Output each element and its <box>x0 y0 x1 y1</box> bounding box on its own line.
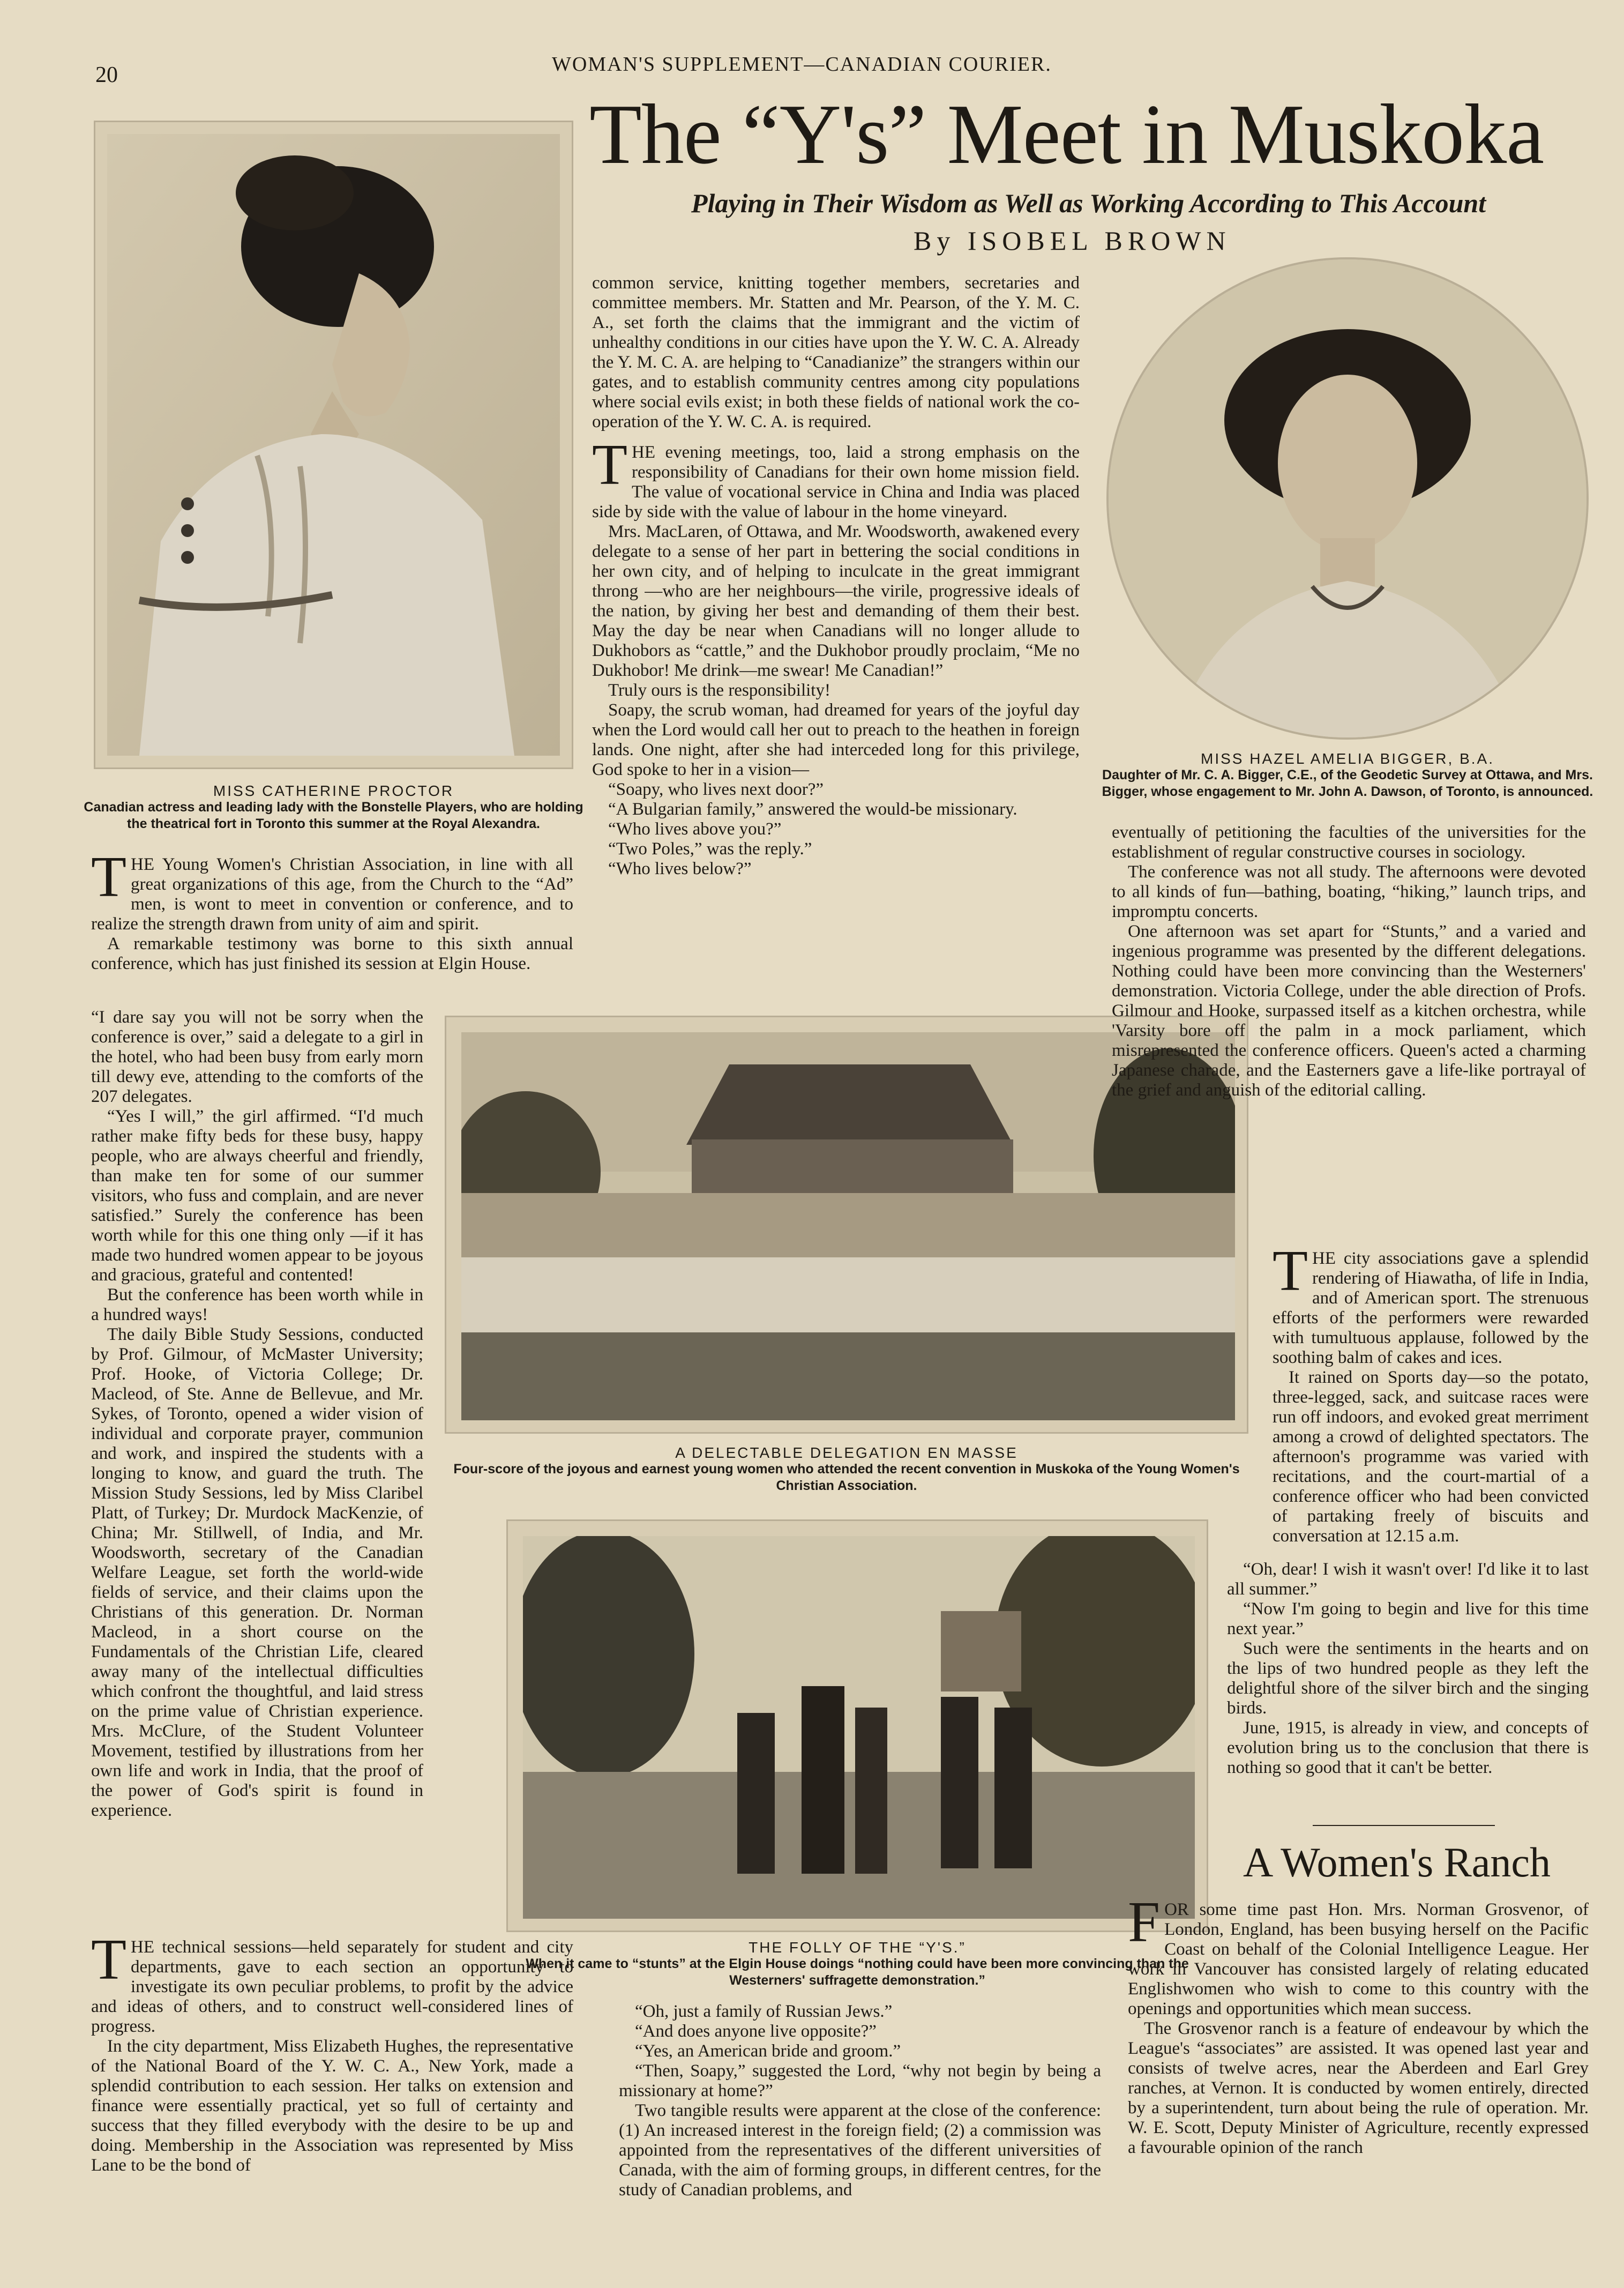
caption-folly-text: When it came to “stunts” at the Elgin House doings “nothing could have been more convincing than the Westerners' suffragette demonstration.” <box>526 1956 1189 1988</box>
paragraph: “Soapy, who lives next door?” <box>608 780 824 799</box>
paragraph: The daily Bible Study Sessions, conducted by Prof. Gilmour, of McMaster University; Prof. Hooke, of Victoria College; Dr. Macleod, of Ste. Anne de Bellevue, and Mr. Sykes, of Toronto, opened a wider vision of individual and corporate prayer, communion and work, and inspired the students with a longing to know, and guard the truth. The Mission Study Sessions, led by Miss Claribel Platt, of Turkey; Dr. Murdock MacKenzie, of China; Mr. Stillwell, of India, and Mr. Woodsworth, secretary of the Canadian Welfare League, set forth the world-wide fields of service, and their claims upon the Christians of this generation. Dr. Norman Macleod, in a short course on the Fundamentals of the Christian Life, cleared away many of the intellectual difficulties which confront the thoughtful, and laid stress on the prime value of Christian experience. Mrs. McClure, of the Student Volunteer Movement, testified by illustrations from her own life and work in India, that the proof of the power of God's spirit is found in experience. <box>91 1325 423 1820</box>
page-number: 20 <box>95 63 118 87</box>
photo-catherine-proctor <box>94 121 573 769</box>
caption-bigger <box>1098 750 1597 800</box>
column-3-narrow <box>1273 1239 1589 1546</box>
paragraph: HE Young Women's Christian Association, in line with all great organizations of this age, from the Church to the “Ad” men, is wont to meet in convention or conference, and to realize the strength drawn from unity of aim and spirit. <box>91 855 573 934</box>
paragraph: “A Bulgarian family,” answered the would-be missionary. <box>608 800 1017 819</box>
caption-delegation <box>445 1444 1248 1494</box>
paragraph: Mrs. MacLaren, of Ottawa, and Mr. Woodsworth, awakened every delegate to a sense of her part in bettering the social conditions in her own city, and of helping to inculcate in the great immigrant throng —who are her neighbours—the virile, progressive ideals of the nation, by giving her best and demanding of them their best. May the day be near when Canadians will no longer allude to Dukhobors as “cattle,” and the Dukhobor proudly proclaim, “Me no Dukhobor! Me drink—me swear! Me Canadian!” <box>592 522 1080 680</box>
caption-proctor-heading: MISS CATHERINE PROCTOR <box>213 782 454 799</box>
section-divider <box>1313 1825 1495 1826</box>
paragraph: “I dare say you will not be sorry when the conference is over,” said a delegate to a girl in the hotel, who had been busy from early morn till dewy eve, attending to the comforts of the 207 delegates. <box>91 1008 423 1106</box>
paragraph: The conference was not all study. The afternoons were devoted to all kinds of fun—bathing, boating, “hiking,” launch trips, and impromptu concerts. <box>1112 862 1586 921</box>
paragraph: “Who lives below?” <box>608 859 752 878</box>
paragraph: Such were the sentiments in the hearts and on the lips of two hundred people as they left the delightful shore of the silver birch and the singing birds. <box>1227 1639 1589 1718</box>
portrait-image <box>1109 259 1586 737</box>
caption-proctor <box>80 782 587 832</box>
paragraph: “Who lives above you?” <box>608 819 782 839</box>
paragraph: HE technical sessions—held separately for student and city departments, gave to each section an opportunity to investigate its own peculiar problems, to profit by the advice and ideas of others, and to construct well-considered lines of progress. <box>91 1937 573 2036</box>
column-1-top <box>91 845 573 974</box>
paragraph: Soapy, the scrub woman, had dreamed for years of the joyful day when the Lord would call her out to preach to the heathen in foreign lands. One night, after she had interceded long for this privilege, God spoke to her in a vision— <box>592 700 1080 779</box>
caption-delegation-text: Four-score of the joyous and earnest young women who attended the recent convention in Muskoka of the Young Women's Christian Association. <box>453 1462 1240 1493</box>
article-title: The “Y's” Meet in Muskoka <box>589 86 1544 182</box>
drop-cap: T <box>1273 1239 1308 1303</box>
paragraph: “Then, Soapy,” suggested the Lord, “why not begin by being a missionary at home?” <box>619 2061 1101 2100</box>
caption-delegation-heading: A DELECTABLE DELEGATION EN MASSE <box>675 1444 1018 1461</box>
paragraph: “Yes I will,” the girl affirmed. “I'd much rather make fifty beds for these busy, happy people, who are always cheerful and friendly, than make ten for some of our summer visitors, who fuss and complain, and are never satisfied.” Surely the conference has been worth while for this one thing only —if it has made two hundred women appear to be joyous and gracious, grateful and contented! <box>91 1107 423 1285</box>
paragraph: OR some time past Hon. Mrs. Norman Grosvenor, of London, England, has been busying herself on the Pacific Coast on behalf of the Colonial Intelligence League. Her work in Vancouver has consisted largely of relating educated Englishwomen who wish to come to this country with the openings and opportunities which mean success. <box>1128 1900 1589 2018</box>
paragraph: In the city department, Miss Elizabeth Hughes, the representative of the National Board of the Y. W. C. A., New York, made a splendid contribution to each session. Her talks on extension and finance were essentially practical, yet so full of certainty and success that they filled everybody with the desire to be up and doing. Membership in the Association was represented by Miss Lane to be the bond of <box>91 2037 573 2175</box>
photo-hazel-bigger <box>1106 257 1589 740</box>
column-2-bottom <box>619 2002 1101 2200</box>
portrait-image <box>107 134 560 756</box>
column-2-top <box>592 273 1080 879</box>
paragraph: The Grosvenor ranch is a feature of endeavour by which the League's “associates” are assisted. It was opened last year and consists of twelve acres, near the Aberdeen and Earl Grey ranches, at Vernon. It is conducted by women entirely, directed by a superintendent, turn about being the rule of operation. Mr. W. E. Scott, Deputy Minister of Agriculture, recently expressed a favourable opinion of the ranch <box>1128 2019 1589 2157</box>
drop-cap: T <box>91 1928 126 1992</box>
caption-bigger-text: Daughter of Mr. C. A. Bigger, C.E., of the Geodetic Survey at Ottawa, and Mrs. Bigger, whose engagement to Mr. John A. Dawson, of Toronto, is announced. <box>1102 767 1593 799</box>
paragraph: eventually of petitioning the faculties of the universities for the establishment of regular constructive courses in sociology. <box>1112 823 1586 862</box>
paragraph: A remarkable testimony was borne to this sixth annual conference, which has just finished its session at Elgin House. <box>91 934 573 973</box>
caption-folly-heading: THE FOLLY OF THE “Y'S.” <box>749 1939 966 1956</box>
paragraph: June, 1915, is already in view, and concepts of evolution bring us to the conclusion that there is nothing so good that it can't be better. <box>1227 1718 1589 1777</box>
paragraph: Two tangible results were apparent at the close of the conference: (1) An increased interest in the foreign field; (2) a commission was appointed from the representatives of the different universities of Canada, with the aim of forming groups, in different centres, for the study of Canadian problems, and <box>619 2101 1101 2200</box>
article-byline: By ISOBEL BROWN <box>914 226 1231 256</box>
paragraph: common service, knitting together members, secretaries and committee members. Mr. Statten and Mr. Pearson, of the Y. M. C. A., set forth the claims that the immigrant and the victim of unhealthy conditions in our cities have upon the Y. W. C. A. Already the Y. M. C. A. are helping to “Canadianize” the strangers within our gates, and to establish community centres among city populations where social evils exist; in both these fields of national work the co-operation of the Y. W. C. A. is required. <box>592 273 1080 431</box>
paragraph: HE evening meetings, too, laid a strong emphasis on the responsibility of Canadians for their own home mission field. The value of vocational service in China and India was placed side by side with the value of labour in the home vineyard. <box>592 443 1080 521</box>
photo-folly <box>506 1519 1208 1932</box>
paragraph: Truly ours is the responsibility! <box>608 681 830 700</box>
drop-cap: F <box>1128 1890 1161 1954</box>
paragraph: “Yes, an American bride and groom.” <box>635 2041 901 2061</box>
paragraph: But the conference has been worth while in a hundred ways! <box>91 1285 423 1324</box>
caption-proctor-text: Canadian actress and leading lady with the Bonstelle Players, who are holding the theatrical fort in Toronto this summer at the Royal Alexandra. <box>84 800 583 831</box>
paragraph: One afternoon was set apart for “Stunts,” and a varied and ingenious programme was presented by the different delegations. Nothing could have been more convincing than the Westerners' demonstration. Victoria College, under the able direction of Profs. Gilmour and Hooke, surpassed itself as a kitchen orchestra, while 'Varsity bore off the palm in a mock parliament, which misrepresented the conference officers. Queen's acted a charming Japanese charade, and the Easterners gave a life-like portrayal of the grief and anguish of the editorial calling. <box>1112 922 1586 1100</box>
column-1-narrow <box>91 1008 423 1821</box>
paragraph: HE city associations gave a splendid rendering of Hiawatha, of life in India, and of American sport. The strenuous efforts of the performers were rewarded with tumultuous applause, followed by the soothing balm of cakes and ices. <box>1273 1249 1589 1367</box>
paragraph: “Oh, just a family of Russian Jews.” <box>635 2002 893 2021</box>
ranch-title: A Women's Ranch <box>1243 1839 1551 1885</box>
article-subtitle: Playing in Their Wisdom as Well as Working According to This Account <box>691 188 1486 218</box>
column-3-middle <box>1227 1560 1589 1778</box>
paragraph: “Oh, dear! I wish it wasn't over! I'd like it to last all summer.” <box>1227 1560 1589 1599</box>
caption-folly <box>506 1939 1208 1989</box>
paragraph: It rained on Sports day—so the potato, three-legged, sack, and suitcase races were run off indoors, and evoked great merriment among a crowd of delighted spectators. The afternoon's programme was varied with recitations, and the court-martial of a conference officer who had been convicted of partaking freely of biscuits and conversation at 12.15 a.m. <box>1273 1368 1589 1546</box>
stunt-photo-image <box>523 1536 1195 1919</box>
paragraph: “Now I'm going to begin and live for this time next year.” <box>1227 1599 1589 1638</box>
column-3-top <box>1112 823 1586 1100</box>
ranch-article <box>1128 1890 1589 2158</box>
running-head: WOMAN'S SUPPLEMENT—CANADIAN COURIER. <box>552 53 1052 76</box>
paragraph: “And does anyone live opposite?” <box>635 2022 877 2041</box>
column-1-bottom <box>91 1928 573 2175</box>
drop-cap: T <box>91 845 126 909</box>
paragraph: “Two Poles,” was the reply.” <box>608 839 812 859</box>
caption-bigger-heading: MISS HAZEL AMELIA BIGGER, B.A. <box>1201 750 1494 767</box>
drop-cap: T <box>592 433 627 497</box>
